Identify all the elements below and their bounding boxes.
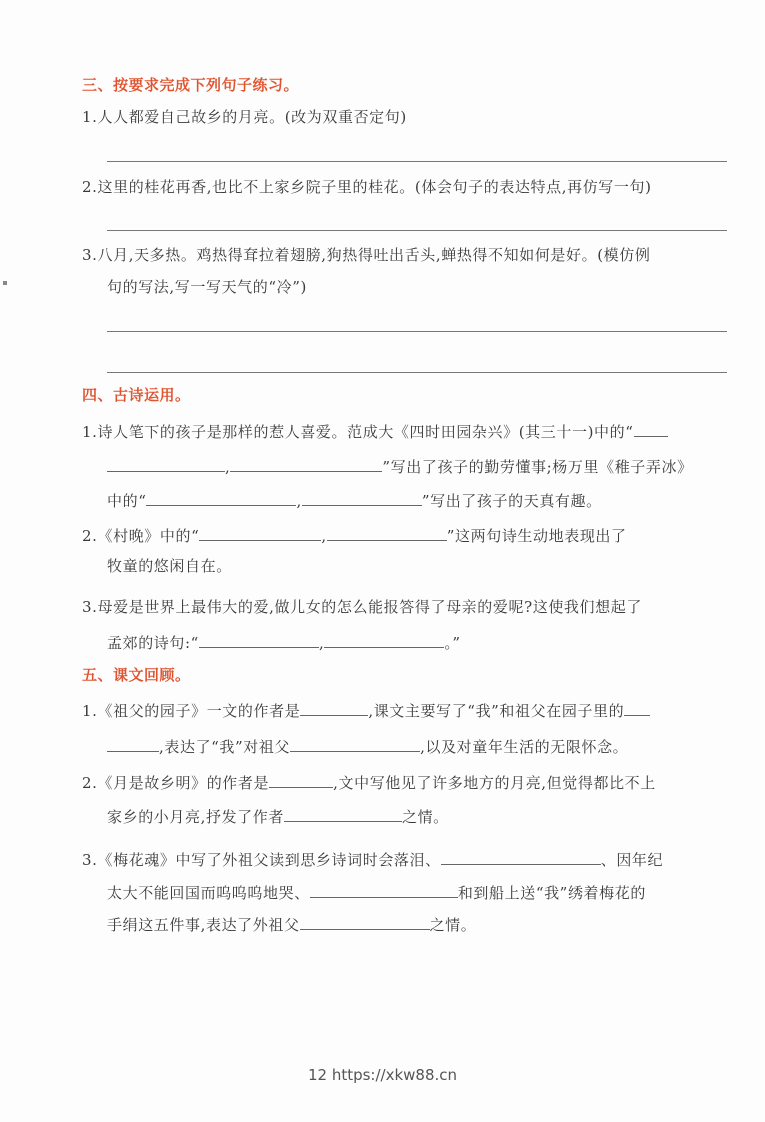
s3-q2: 2.这里的桂花再香,也比不上家乡院子里的桂花。(体会句子的表达特点,再仿写一句) xyxy=(82,178,652,196)
s4-q1-line3-tail: ”写出了孩子的天真有趣。 xyxy=(421,492,602,510)
s5-q2-blank-b[interactable] xyxy=(284,805,402,822)
s5-q1-head: 1.《祖父的园子》一文的作者是 xyxy=(82,702,301,720)
s5-q3-line2-head: 太大不能回国而呜呜呜地哭、 xyxy=(107,884,310,902)
s4-q1-blank-a[interactable] xyxy=(634,420,668,437)
s4-q1-line2 xyxy=(107,455,693,477)
s3-q1-answer-line[interactable] xyxy=(107,161,727,162)
s3-q1: 1.人人都爱自己故乡的月亮。(改为双重否定句) xyxy=(82,108,407,126)
comma: , xyxy=(318,634,325,652)
page-footer: 12 https://xkw88.cn xyxy=(307,1066,458,1084)
section4-heading: 四、古诗运用。 xyxy=(82,386,191,404)
s4-q1-blank-b[interactable] xyxy=(107,455,225,472)
comma: , xyxy=(296,492,302,510)
s4-q1-blank-c[interactable] xyxy=(230,455,382,472)
s5-q1-line2-mid: ,表达了“我”对祖父 xyxy=(159,738,291,756)
s5-q1-line2 xyxy=(107,735,628,757)
s5-q3-line1 xyxy=(82,848,663,870)
s5-q2-line1 xyxy=(82,771,656,793)
s4-q3-line2 xyxy=(107,631,461,653)
s5-q1-blank-c[interactable] xyxy=(107,735,159,752)
comma: , xyxy=(321,527,327,545)
s4-q2-head: 2.《村晚》中的“ xyxy=(82,527,200,545)
s4-q3-blank-b[interactable] xyxy=(324,631,444,648)
comma: , xyxy=(225,458,231,476)
s5-q2-blank-author[interactable] xyxy=(269,771,333,788)
s3-q3-line2: 句的写法,写一写天气的“冷”) xyxy=(107,278,307,296)
s4-q2-tail: ”这两句诗生动地表现出了 xyxy=(446,527,627,545)
s4-q1-line1 xyxy=(82,420,668,442)
s5-q1-line2-tail: ,以及对童年生活的无限怀念。 xyxy=(420,738,629,756)
s5-q3-blank-a[interactable] xyxy=(441,848,601,865)
s5-q3-line3 xyxy=(107,913,476,935)
s5-q1-blank-d[interactable] xyxy=(290,735,420,752)
s5-q3-blank-c[interactable] xyxy=(300,913,430,930)
s4-q2-blank-b[interactable] xyxy=(327,524,447,541)
s4-q1-line3-head: 中的“ xyxy=(107,492,147,510)
scan-mark xyxy=(3,281,7,285)
s5-q2-line2-tail: 之情。 xyxy=(401,808,449,826)
s5-q3-head: 3.《梅花魂》中写了外祖父读到思乡诗词时会落泪、 xyxy=(82,851,441,869)
s5-q3-line2-tail: 和到船上送“我”绣着梅花的 xyxy=(457,884,646,902)
s5-q1-mid: ,课文主要写了“我”和祖父在园子里的 xyxy=(368,702,625,720)
s4-q1-blank-e[interactable] xyxy=(302,489,422,506)
s5-q2-line2-head: 家乡的小月亮,抒发了作者 xyxy=(107,808,284,826)
s3-q3-answer-line-2[interactable] xyxy=(107,372,727,373)
s4-q3-line1: 3.母爱是世界上最伟大的爱,做儿女的怎么能报答得了母亲的爱呢?这使我们想起了 xyxy=(82,598,642,616)
s4-q2-line2: 牧童的悠闲自在。 xyxy=(107,557,232,575)
s3-q2-answer-line[interactable] xyxy=(107,230,727,231)
s4-q3-tail: 。” xyxy=(444,634,461,652)
s5-q1-line1 xyxy=(82,699,650,721)
s3-q3-line1: 3.八月,天多热。鸡热得耷拉着翅膀,狗热得吐出舌头,蝉热得不知如何是好。(模仿例 xyxy=(82,246,651,264)
s5-q3-line2 xyxy=(107,881,646,903)
s5-q2-line2 xyxy=(107,805,449,827)
s5-q3-line3-head: 手绢这五件事,表达了外祖父 xyxy=(107,916,300,934)
s5-q3-blank-b[interactable] xyxy=(310,881,458,898)
s5-q3-line3-tail: 之情。 xyxy=(429,916,477,934)
s4-q2-blank-a[interactable] xyxy=(199,524,321,541)
s5-q2-tail: ,文中写他见了许多地方的月亮,但觉得都比不上 xyxy=(333,774,656,792)
s4-q1-line3 xyxy=(107,489,602,511)
section5-heading: 五、课文回顾。 xyxy=(82,666,191,684)
s5-q2-head: 2.《月是故乡明》的作者是 xyxy=(82,774,270,792)
s5-q3-tail: 、因年纪 xyxy=(600,851,664,869)
s4-q3-blank-a[interactable] xyxy=(199,631,319,648)
s4-q3-head: 孟郊的诗句:“ xyxy=(107,634,199,652)
s5-q1-blank-b[interactable] xyxy=(624,699,650,716)
s4-q1-line2-tail: ”写出了孩子的勤劳懂事;杨万里《稚子弄冰》 xyxy=(382,458,693,476)
s4-q1-text: 1.诗人笔下的孩子是那样的惹人喜爱。范成大《四时田园杂兴》(其三十一)中的“ xyxy=(82,423,634,441)
section3-heading: 三、按要求完成下列句子练习。 xyxy=(82,76,300,94)
s4-q2-line1 xyxy=(82,524,627,546)
s3-q3-answer-line-1[interactable] xyxy=(107,331,727,332)
s4-q1-blank-d[interactable] xyxy=(146,489,296,506)
s5-q1-blank-author[interactable] xyxy=(300,699,368,716)
